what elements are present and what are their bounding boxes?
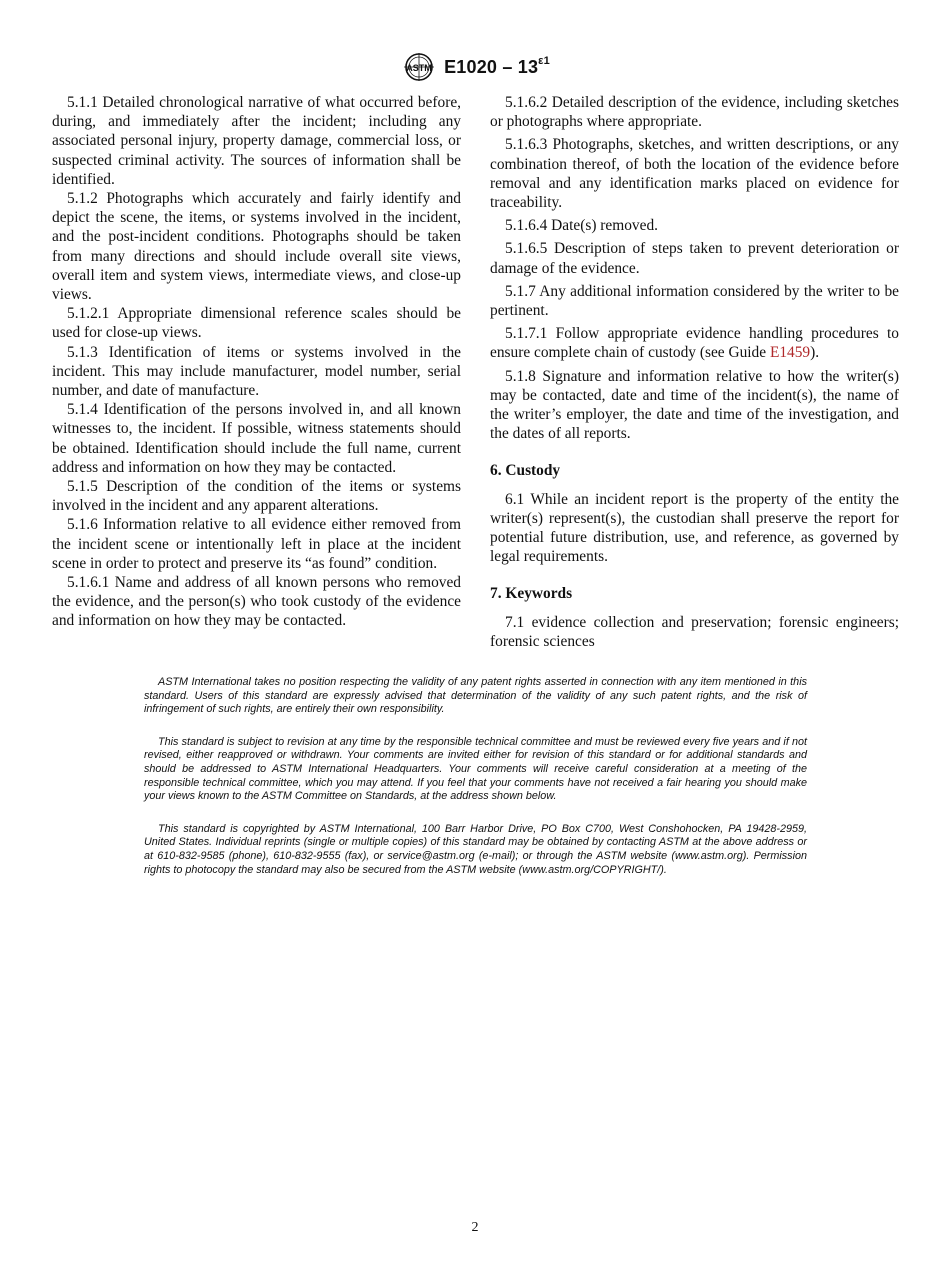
paragraph: 5.1.4 Identification of the persons involved in, and all known witnesses to, the incident. If possible, witness statements should be obtained. Identification should include the full name, current address and information on how they may be contacted. [52,401,461,476]
right-column [490,93,899,651]
paragraph: 5.1.1 Detailed chronological narrative of what occurred before, during, and immediately after the incident; including any associated personal injury, property damage, commercial loss, or suspected criminal activity. The sources of information shall be identified. [52,94,461,188]
paragraph: 5.1.6.5 Description of steps taken to prevent deterioration or damage of the evidence. [490,240,899,277]
paragraph [490,324,899,362]
paragraph: 5.1.6.3 Photographs, sketches, and written descriptions, or any combination thereof, of both the location of the evidence before removal and any identification marks placed on evidence for traceability. [490,136,899,212]
header-inner [400,52,550,82]
notice-paragraph: This standard is subject to revision at any time by the responsible technical committee and must be reviewed every five years and if not revised, either reapproved or withdrawn. Your comments are invited either for revision of this standard or for additional standards and should be addressed to ASTM International Headquarters. Your comments will receive careful consideration at a meeting of the responsible technical committee, which you may attend. If you feel that your comments have not received a fair hearing you should make your views known to the ASTM Committee on Standards, at the address shown below. [144,735,807,803]
paragraph: 5.1.7 Any additional information considered by the writer to be pertinent. [490,282,899,320]
guide-link[interactable]: E1459 [769,344,811,362]
paragraph: 5.1.8 Signature and information relative to how the writer(s) may be contacted, date and time of the incident(s), the name of the writer’s employer, the date and time of the investigation, and the dates of all reports. [490,367,899,443]
logo-text: ASTM [406,63,432,73]
paragraph: 5.1.5 Description of the condition of the items or systems involved in the incident and any apparent alterations. [52,478,461,515]
paragraph: 7.1 evidence collection and preservation; forensic engineers; forensic sciences [490,613,899,650]
designation-number: E1020 – 13 [444,56,539,77]
paragraph: 5.1.3 Identification of items or systems involved in the incident. This may include manufacturer, model number, serial number, and date of manufacture. [52,343,461,400]
paragraph: 5.1.6.1 Name and address of all known persons who removed the evidence, and the person(s) who took custody of the evidence and information on how they may be contacted. [52,574,461,630]
notice-paragraph: This standard is copyrighted by ASTM International, 100 Barr Harbor Drive, PO Box C700, West Conshohocken, PA 19428-2959, United States. Individual reprints (single or multiple copies) of this standard may be obtained by contacting ASTM at the above address or at 610-832-9585 (phone), 610-832-9555 (fax), or service@astm.org (e-mail); or through the ASTM website (www.astm.org). Permission rights to photocopy the standard may also be secured from the ASTM website (www.astm.org/COPYRIGHT/). [144,822,807,876]
designation-superscript: ε1 [538,54,550,67]
section-heading-keywords: 7. Keywords [490,585,573,603]
left-column [52,93,461,631]
standard-designation [444,54,550,78]
paragraph: 5.1.6.2 Detailed description of the evidence, including sketches or photographs where appropriate. [490,94,899,131]
paragraph: 6.1 While an incident report is the property of the entity the writer(s) represent(s), the custodian shall preserve the report for potential future distribution, use, and reference, as governed by legal requirements. [490,490,899,566]
paragraph: 5.1.2.1 Appropriate dimensional reference scales should be used for close-up views. [52,305,461,342]
legal-notices [144,676,807,896]
page-number: 2 [471,1220,479,1235]
page-header [0,52,950,87]
paragraph-text: 5.1.7.1 Follow appropriate evidence handling procedures to ensure complete chain of custody (see Guide [490,325,899,362]
notice-paragraph: ASTM International takes no position respecting the validity of any patent rights asserted in connection with any item mentioned in this standard. Users of this standard are expressly advised that determination of the validity of any such patent rights, and the risk of infringement of such rights, are entirely their own responsibility. [144,676,807,716]
paragraph: 5.1.6 Information relative to all evidence either removed from the incident scene or intentionally left in place at the incident scene in order to protect and preserve its “as found” condition. [52,516,461,572]
paragraph-text: ). [810,344,820,362]
section-heading-custody: 6. Custody [490,462,561,480]
astm-logo-icon [400,52,438,82]
paragraph: 5.1.2 Photographs which accurately and fairly identify and depict the scene, the items, or systems involved in the incident, and the post-incident conditions. Photographs should be taken from many directions and should include overall site views, overall item and system views, intermediate views, and close-up views. [52,190,461,304]
paragraph: 5.1.6.4 Date(s) removed. [505,217,659,235]
